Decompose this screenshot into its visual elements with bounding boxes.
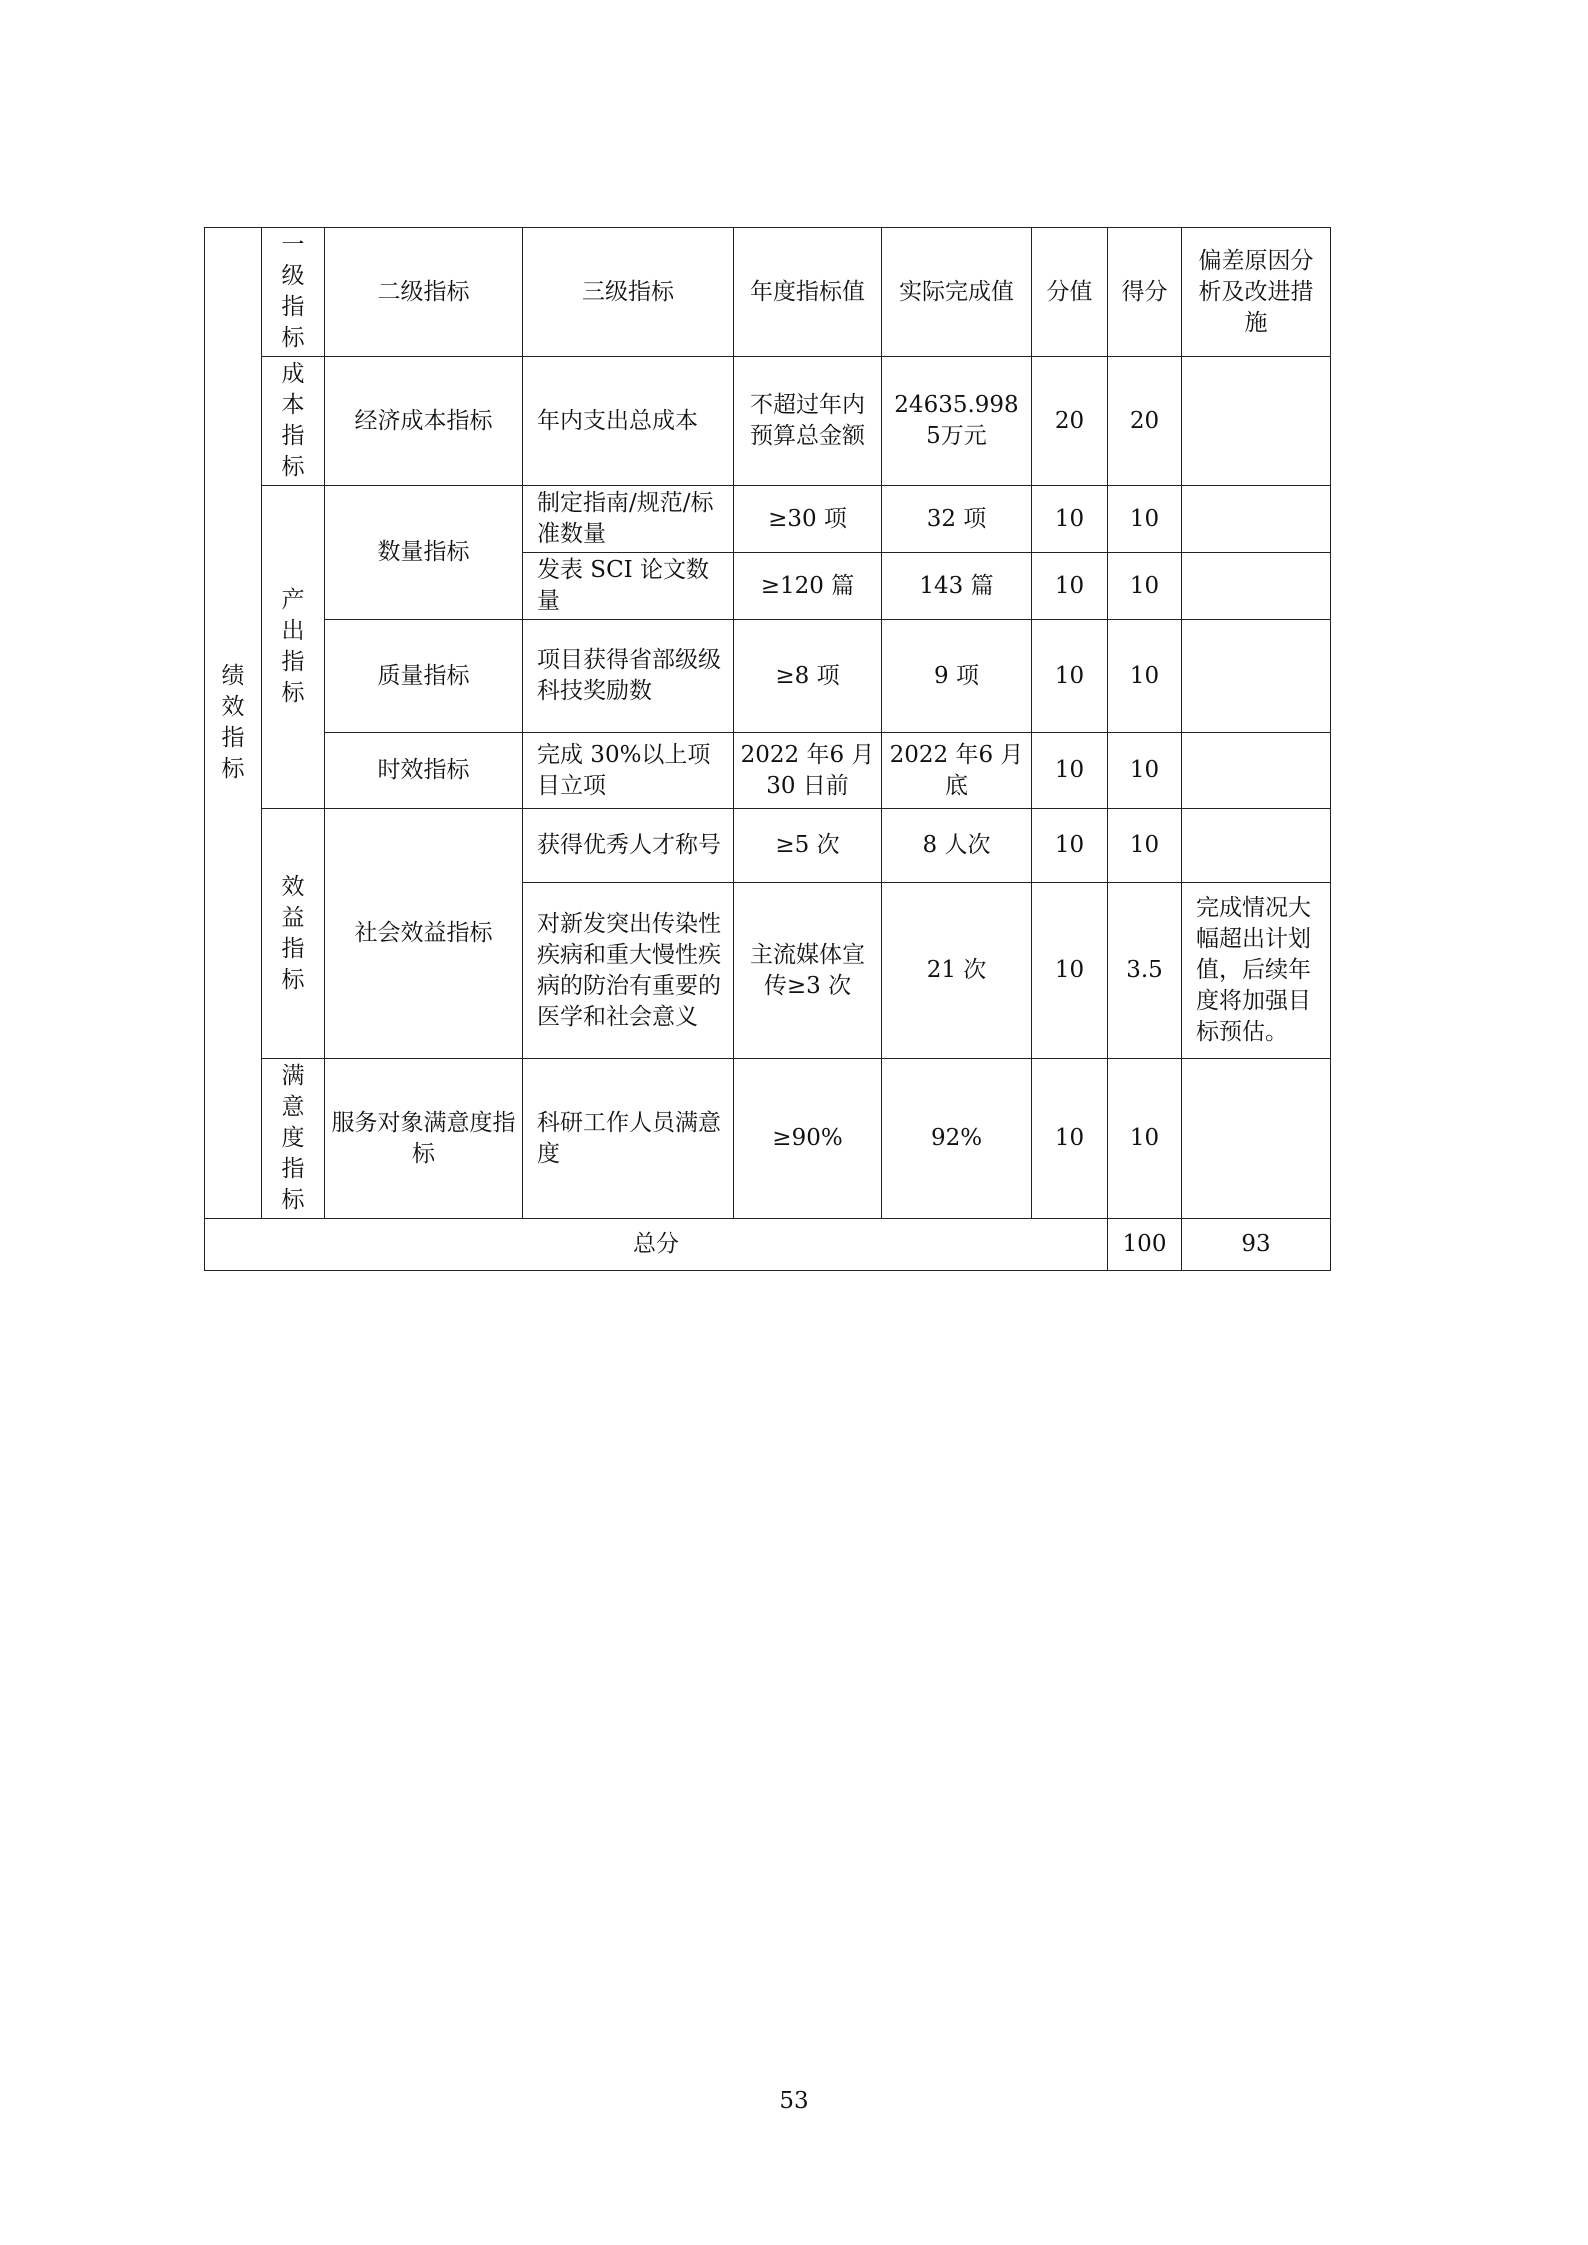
header-level2: 二级指标: [325, 228, 523, 357]
group-satisfaction: 满意度指标: [262, 1059, 325, 1219]
weight-cell: 10: [1032, 553, 1108, 620]
target-cell: ≥5 次: [734, 809, 882, 883]
deviation-cell: [1182, 1059, 1331, 1219]
level2-cell: 质量指标: [325, 620, 523, 733]
target-cell: 不超过年内预算总金额: [734, 357, 882, 486]
deviation-cell: [1182, 733, 1331, 809]
actual-cell: 21 次: [882, 883, 1032, 1059]
weight-cell: 10: [1032, 809, 1108, 883]
actual-cell: 32 项: [882, 486, 1032, 553]
target-cell: ≥120 篇: [734, 553, 882, 620]
score-cell: 10: [1108, 1059, 1182, 1219]
level3-cell: 完成 30%以上项目立项: [523, 733, 734, 809]
total-weight: 100: [1108, 1219, 1182, 1271]
level2-cell: 服务对象满意度指标: [325, 1059, 523, 1219]
table-row: [205, 1059, 1331, 1219]
level2-cell: 社会效益指标: [325, 809, 523, 1059]
page-number: 53: [779, 2088, 809, 2114]
actual-cell: 8 人次: [882, 809, 1032, 883]
table-row: [205, 357, 1331, 486]
deviation-cell: [1182, 809, 1331, 883]
target-cell: 2022 年6 月30 日前: [734, 733, 882, 809]
outer-label: 绩效指标: [221, 663, 245, 782]
level3-cell: 科研工作人员满意度: [523, 1059, 734, 1219]
level3-cell: 项目获得省部级级科技奖励数: [523, 620, 734, 733]
header-weight: 分值: [1032, 228, 1108, 357]
target-cell: ≥90%: [734, 1059, 882, 1219]
total-label: 总分: [205, 1219, 1108, 1271]
target-cell: 主流媒体宣传≥3 次: [734, 883, 882, 1059]
level2-cell: 经济成本指标: [325, 357, 523, 486]
table-row: [205, 620, 1331, 733]
deviation-cell: [1182, 357, 1331, 486]
score-cell: 20: [1108, 357, 1182, 486]
header-row: [205, 228, 1331, 357]
deviation-cell: [1182, 486, 1331, 553]
score-cell: 10: [1108, 809, 1182, 883]
total-score: 93: [1182, 1219, 1331, 1271]
header-actual: 实际完成值: [882, 228, 1032, 357]
level3-cell: 对新发突出传染性疾病和重大慢性疾病的防治有重要的医学和社会意义: [523, 883, 734, 1059]
level3-cell: 制定指南/规范/标准数量: [523, 486, 734, 553]
weight-cell: 20: [1032, 357, 1108, 486]
level3-cell: 发表 SCI 论文数量: [523, 553, 734, 620]
outer-label-cell: [205, 228, 262, 1219]
score-cell: 10: [1108, 553, 1182, 620]
actual-cell: 24635.9985万元: [882, 357, 1032, 486]
level3-cell: 获得优秀人才称号: [523, 809, 734, 883]
level3-cell: 年内支出总成本: [523, 357, 734, 486]
group-benefit: 效益指标: [262, 809, 325, 1059]
deviation-cell: [1182, 553, 1331, 620]
actual-cell: 9 项: [882, 620, 1032, 733]
target-cell: ≥30 项: [734, 486, 882, 553]
table-row: [205, 809, 1331, 883]
header-deviation: 偏差原因分析及改进措施: [1182, 228, 1331, 357]
score-cell: 3.5: [1108, 883, 1182, 1059]
group-cost: 成本指标: [262, 357, 325, 486]
group-output: 产出指标: [262, 486, 325, 809]
score-cell: 10: [1108, 733, 1182, 809]
deviation-cell: 完成情况大幅超出计划值，后续年度将加强目标预估。: [1182, 883, 1331, 1059]
target-cell: ≥8 项: [734, 620, 882, 733]
table-row: [205, 486, 1331, 553]
score-cell: 10: [1108, 486, 1182, 553]
weight-cell: 10: [1032, 883, 1108, 1059]
weight-cell: 10: [1032, 733, 1108, 809]
level2-cell: 数量指标: [325, 486, 523, 620]
performance-indicator-table: [204, 227, 1331, 1271]
table-row: [205, 733, 1331, 809]
weight-cell: 10: [1032, 620, 1108, 733]
actual-cell: 143 篇: [882, 553, 1032, 620]
header-level3: 三级指标: [523, 228, 734, 357]
actual-cell: 92%: [882, 1059, 1032, 1219]
actual-cell: 2022 年6 月底: [882, 733, 1032, 809]
score-cell: 10: [1108, 620, 1182, 733]
header-level1: 一级指标: [262, 228, 325, 357]
level2-cell: 时效指标: [325, 733, 523, 809]
header-score: 得分: [1108, 228, 1182, 357]
deviation-cell: [1182, 620, 1331, 733]
total-row: [205, 1219, 1331, 1271]
header-annual-target: 年度指标值: [734, 228, 882, 357]
weight-cell: 10: [1032, 1059, 1108, 1219]
weight-cell: 10: [1032, 486, 1108, 553]
